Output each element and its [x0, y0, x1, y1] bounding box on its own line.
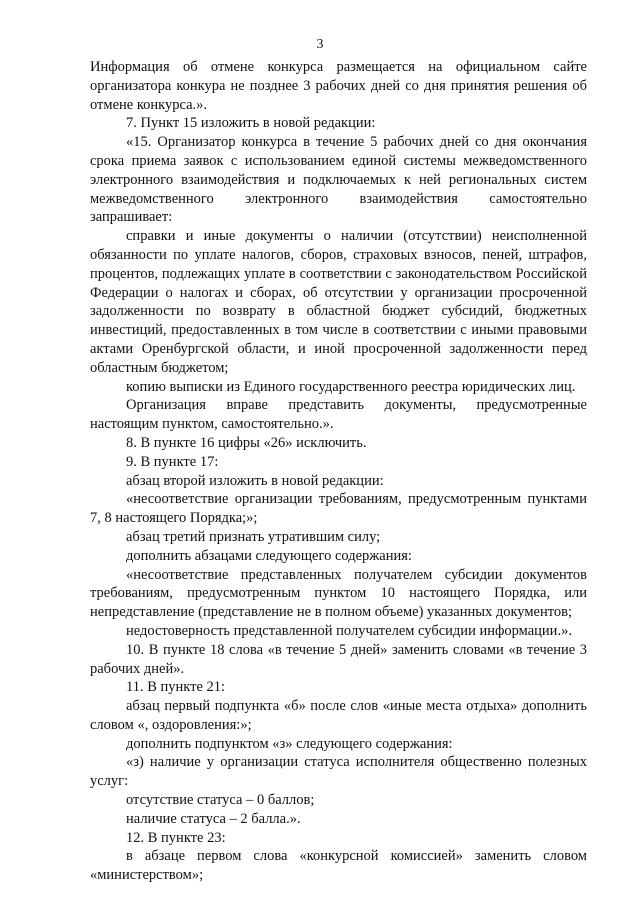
document-body: [90, 58, 587, 885]
paragraph: наличие статуса – 2 балла.».: [126, 810, 301, 827]
paragraph: отсутствие статуса – 0 баллов;: [126, 792, 315, 809]
paragraph: дополнить подпунктом «з» следующего содержания:: [126, 735, 453, 752]
paragraph: 11. В пункте 21:: [126, 679, 226, 696]
paragraph: 12. В пункте 23:: [126, 829, 226, 846]
paragraph: копию выписки из Единого государственного реестра юридических лиц.: [126, 378, 576, 395]
paragraph: в абзаце первом слова «конкурсной комиссией» заменить словом «министерством»;: [90, 848, 587, 884]
paragraph: «несоответствие организации требованиям, предусмотренным пунктами 7, 8 настоящего Порядка;»;: [90, 491, 587, 527]
page-number: 3: [316, 37, 324, 52]
paragraph: Организация вправе представить документы, предусмотренные настоящим пунктом, самостоятельно.».: [90, 397, 587, 433]
paragraph: справки и иные документы о наличии (отсутствии) неисполненной обязанности по уплате налогов, сборов, страховых взносов, пеней, штрафов, процентов, подлежащих уплате в соответствии с законодательством Российской Федерации о налогах и сборах, об отсутствии у организации просроченной задолженности по возврату в областной бюджет субсидий, бюджетных инвестиций, предоставленных в том числе в соответствии с иными правовыми актами Оренбургской области, и иной просроченной задолженности перед областным бюджетом;: [90, 228, 587, 376]
paragraph: 9. В пункте 17:: [126, 453, 219, 470]
paragraph: 7. Пункт 15 изложить в новой редакции:: [126, 115, 376, 132]
paragraph: «15. Организатор конкурса в течение 5 рабочих дней со дня окончания срока приема заявок с использованием единой системы межведомственного электронного взаимодействия и подключаемых к ней региональных систем межведомственного электронного взаимодействия самостоятельно запрашивает:: [90, 134, 587, 226]
paragraph: недостоверность представленной получателем субсидии информации.».: [126, 622, 572, 639]
paragraph: абзац второй изложить в новой редакции:: [126, 472, 384, 489]
paragraph: «несоответствие представленных получателем субсидии документов требованиям, предусмотренным пунктом 10 настоящего Порядка, или непредставление (представление не в полном объеме) указанных документов;: [90, 566, 587, 621]
paragraph: абзац первый подпункта «б» после слов «иные места отдыха» дополнить словом «, оздоровления:»;: [90, 698, 587, 733]
paragraph: «з) наличие у организации статуса исполнителя общественно полезных услуг:: [90, 754, 587, 790]
paragraph: Информация об отмене конкурса размещается на официальном сайте организатора конкура не позднее 3 рабочих дней со дня принятия решения об отмене конкурса.».: [90, 59, 587, 113]
paragraph: 10. В пункте 18 слова «в течение 5 дней» заменить словами «в течение 3 рабочих дней».: [90, 641, 587, 677]
paragraph: 8. В пункте 16 цифры «26» исключить.: [126, 434, 367, 451]
paragraph: дополнить абзацами следующего содержания:: [126, 547, 412, 564]
paragraph: абзац третий признать утратившим силу;: [126, 528, 381, 545]
